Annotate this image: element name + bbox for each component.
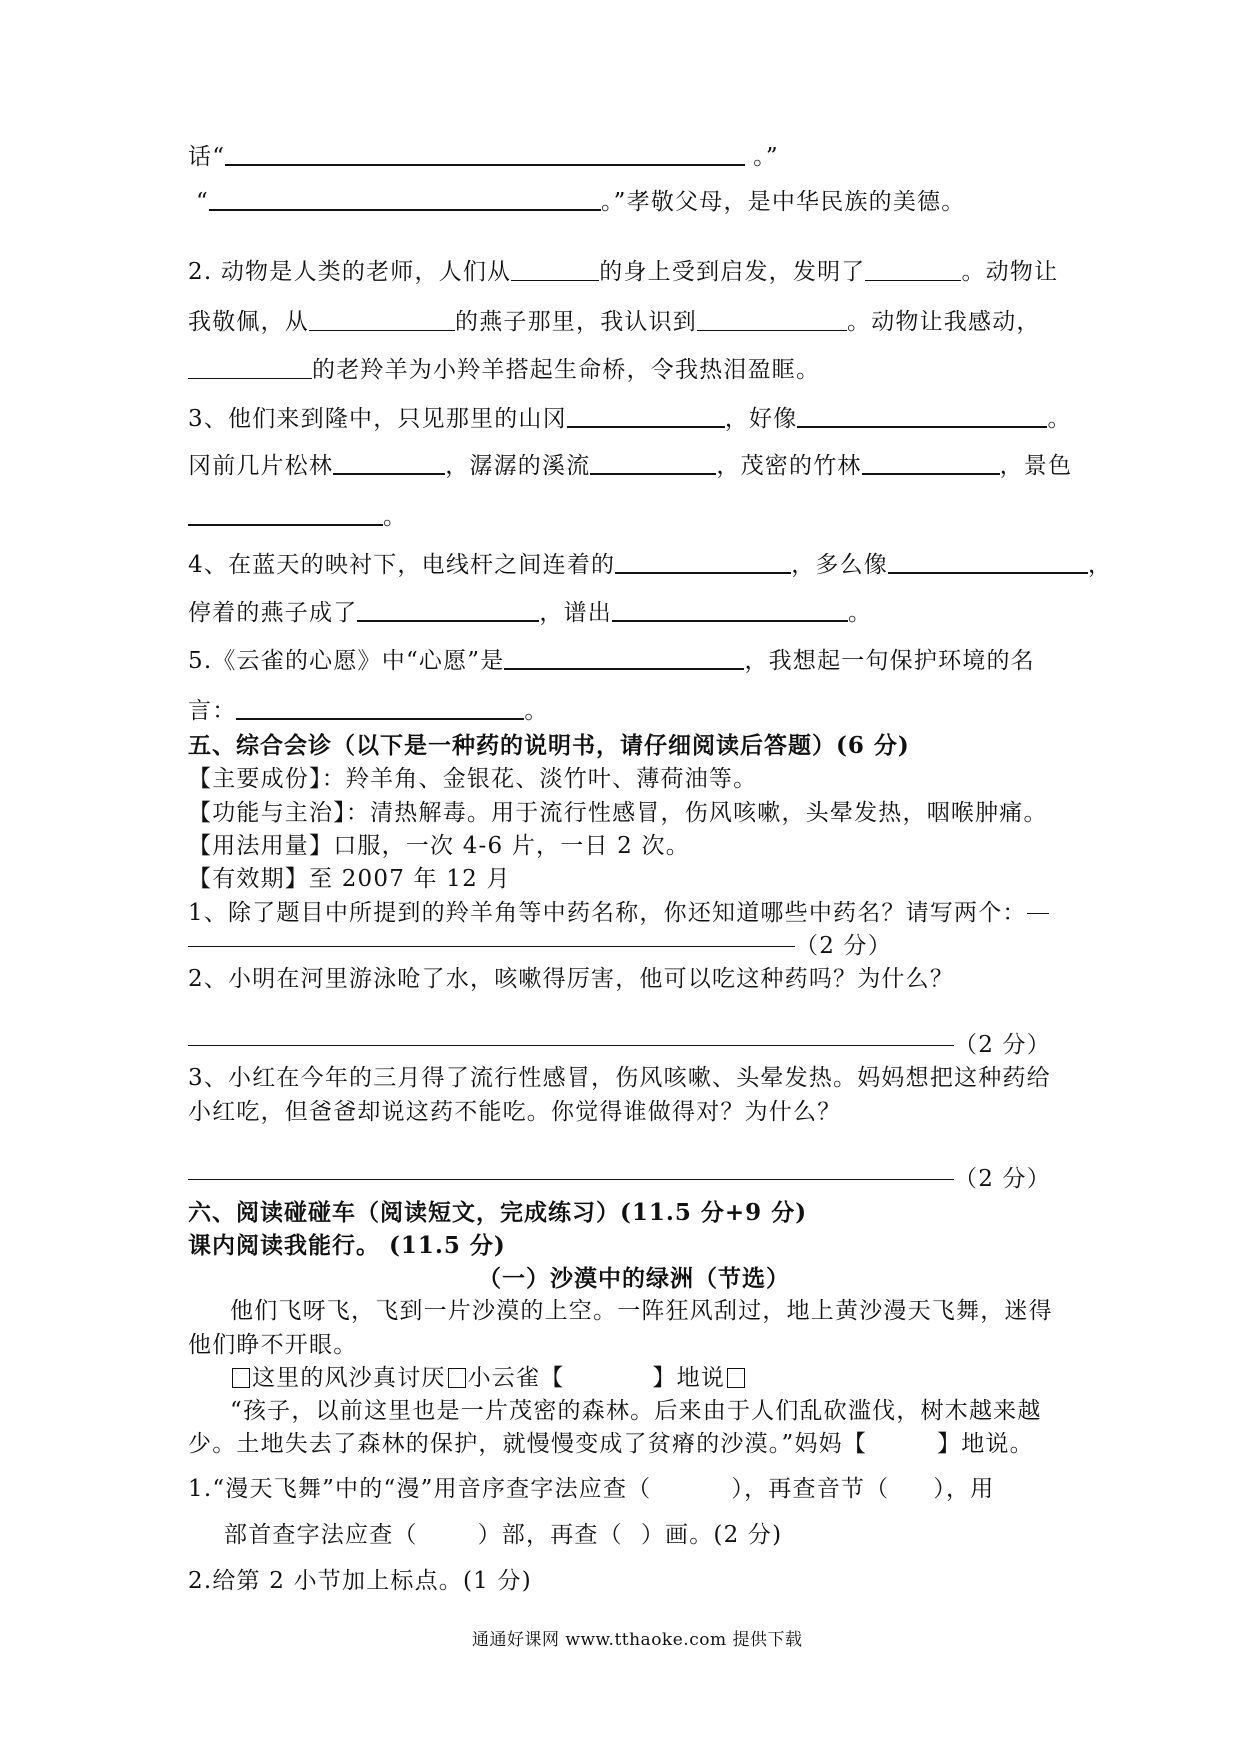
answer-blank[interactable] xyxy=(797,424,1047,428)
text: 部首查字法应查（ xyxy=(224,1522,418,1548)
answer-blank[interactable] xyxy=(188,522,383,526)
section-5-title: 五、综合会诊（以下是一种药的说明书，请仔细阅读后答题）(6 分) xyxy=(188,732,910,759)
q4-2-line-1 xyxy=(188,261,1058,284)
answer-blank[interactable] xyxy=(236,716,524,720)
text: 停着的燕子成了 xyxy=(188,600,358,626)
label-function: 【功能与主治】：清热解毒。用于流行性感冒，伤风咳嗽，头晕发热，咽喉肿痛。 xyxy=(188,800,1048,826)
passage-p1-line-1: 他们飞呀飞，飞到一片沙漠的上空。一阵狂风刮过，地上黄沙漫天飞舞，迷得 xyxy=(230,1298,1053,1324)
q4-5-line-2 xyxy=(188,700,549,723)
punctuation-box[interactable] xyxy=(448,1368,466,1388)
q4-line-2 xyxy=(196,191,965,214)
label-usage: 【用法用量】口服，一次 4-6 片，一日 2 次。 xyxy=(188,833,690,859)
text: 1、除了题目中所提到的羚羊角等中药名称，你还知道哪些中药名？请写两个： xyxy=(188,900,1027,926)
text: ，多么像 xyxy=(791,552,889,578)
q4-line-1 xyxy=(188,146,779,169)
answer-blank[interactable] xyxy=(188,376,312,379)
answer-blank[interactable] xyxy=(309,328,455,331)
passage-p3-line-1: “孩子，以前这里也是一片茂密的森林。后来由于人们乱砍滥伐，树木越来越 xyxy=(230,1398,1042,1424)
text: 5.《云雀的心愿》中“心愿”是 xyxy=(188,648,505,674)
text: 少。土地失去了森林的保护，就慢慢变成了贫瘠的沙漠。”妈妈【 xyxy=(188,1431,868,1457)
text: 。” xyxy=(753,144,779,170)
text: ，谱出 xyxy=(539,600,613,626)
text: 小云雀【 xyxy=(467,1365,565,1391)
q4-4-line-1 xyxy=(188,554,1112,577)
sec5-q2: 2、小明在河里游泳呛了水，咳嗽得厉害，他可以吃这种药吗？为什么？ xyxy=(188,966,955,992)
answer-blank[interactable] xyxy=(504,666,744,670)
text: ，潺潺的溪流 xyxy=(445,453,591,479)
answer-dash-line[interactable] xyxy=(188,1179,954,1180)
text: 。动物让 xyxy=(961,259,1059,285)
passage-p2 xyxy=(230,1367,747,1390)
section-6-subtitle: 课内阅读我能行。 (11.5 分) xyxy=(188,1232,506,1259)
text: 孝敬父母，是中华民族的美德。 xyxy=(626,189,966,215)
answer-blank[interactable] xyxy=(697,328,847,331)
answer-blank[interactable] xyxy=(615,570,791,574)
sec6-q1-line-1 xyxy=(188,1478,994,1501)
sec5-q2-answer xyxy=(188,1034,1051,1057)
text: 4、在蓝天的映衬下，电线杆之间连着的 xyxy=(188,552,616,578)
text: 话“ xyxy=(188,144,226,170)
answer-blank[interactable] xyxy=(225,162,745,166)
score: （2 分） xyxy=(954,1166,1051,1192)
text: 。动物让我感动， xyxy=(847,309,1041,335)
q4-5-line-1 xyxy=(188,650,1035,673)
label-expiry: 【有效期】至 2007 年 12 月 xyxy=(188,866,511,892)
page-footer: 通通好课网 www.tthaoke.com 提供下载 xyxy=(472,1630,803,1650)
answer-blank[interactable] xyxy=(511,278,599,281)
sec5-q1-line-2 xyxy=(188,935,892,958)
answer-blank[interactable] xyxy=(590,471,716,475)
answer-dash-line[interactable] xyxy=(1027,913,1049,914)
text: 的老羚羊为小羚羊搭起生命桥，令我热泪盈眶。 xyxy=(312,357,821,383)
answer-blank[interactable] xyxy=(567,424,725,428)
text: 的身上受到启发，发明了 xyxy=(599,259,866,285)
punctuation-box[interactable] xyxy=(727,1368,745,1388)
text: ，好像 xyxy=(724,406,798,432)
answer-blank[interactable] xyxy=(333,471,445,475)
passage-p1-line-2: 他们睁不开眼。 xyxy=(188,1332,358,1358)
q4-2-line-2 xyxy=(188,311,1041,334)
text: 。 xyxy=(1047,406,1072,432)
text: 】地说。 xyxy=(937,1431,1034,1457)
text: 3、他们来到隆中，只见那里的山冈 xyxy=(188,406,567,432)
text: 言： xyxy=(188,698,237,724)
text: “ xyxy=(196,189,209,215)
answer-blank[interactable] xyxy=(209,207,601,211)
text: ），用 xyxy=(933,1476,995,1502)
text: ）部，再查（ xyxy=(477,1522,623,1548)
text: 】地说 xyxy=(652,1365,726,1391)
sec5-q1-line-1 xyxy=(188,902,1049,925)
text: ，茂密的竹林 xyxy=(716,453,862,479)
sec5-q3-line-1: 3、小红在今年的三月得了流行性感冒，伤风咳嗽、头晕发热。妈妈想把这种药给 xyxy=(188,1065,1051,1091)
score: （2 分） xyxy=(954,1032,1051,1058)
sec5-q3-answer xyxy=(188,1168,1051,1191)
text: ，景色 xyxy=(999,453,1073,479)
text: ），再查音节（ xyxy=(731,1476,890,1502)
passage-title: （一）沙漠中的绿洲（节选） xyxy=(478,1265,790,1292)
answer-blank[interactable] xyxy=(865,278,961,281)
q4-3-line-2 xyxy=(188,455,1072,478)
text: 2. 动物是人类的老师，人们从 xyxy=(188,259,512,285)
text: 。 xyxy=(524,698,549,724)
answer-dash-line[interactable] xyxy=(188,1045,954,1046)
label-ingredients: 【主要成份】：羚羊角、金银花、淡竹叶、薄荷油等。 xyxy=(188,766,758,792)
sec6-q1-line-2 xyxy=(224,1524,782,1547)
section-6-title: 六、阅读碰碰车（阅读短文，完成练习）(11.5 分+9 分) xyxy=(188,1199,808,1226)
q4-3-line-3 xyxy=(188,506,407,529)
text: ）画。(2 分) xyxy=(640,1522,783,1548)
text: 1.“漫天飞舞”中的“漫”用音序查字法应查（ xyxy=(188,1476,652,1502)
punctuation-box[interactable] xyxy=(232,1368,250,1388)
answer-dash-line[interactable] xyxy=(188,946,795,947)
sec6-q2: 2.给第 2 小节加上标点。(1 分) xyxy=(188,1568,532,1594)
answer-blank[interactable] xyxy=(888,570,1088,574)
text: 冈前几片松林 xyxy=(188,453,334,479)
text: 我敬佩，从 xyxy=(188,309,309,335)
text: 。 xyxy=(848,600,873,626)
text: ，我想起一句保护环境的名 xyxy=(744,648,1035,674)
q4-2-line-3 xyxy=(188,359,820,382)
text: ， xyxy=(1088,552,1113,578)
text: 。 xyxy=(383,504,408,530)
text: 的燕子那里，我认识到 xyxy=(455,309,697,335)
text: 。” xyxy=(600,189,627,215)
text: 这里的风沙真讨厌 xyxy=(252,1365,446,1391)
passage-p3-line-2 xyxy=(188,1433,1034,1456)
answer-blank[interactable] xyxy=(357,618,539,622)
sec5-q3-line-2: 小红吃，但爸爸却说这药不能吃。你觉得谁做得对？为什么？ xyxy=(188,1099,842,1125)
score: （2 分） xyxy=(795,933,892,959)
answer-blank[interactable] xyxy=(612,618,848,622)
answer-blank[interactable] xyxy=(862,471,1000,475)
q4-4-line-2 xyxy=(188,602,872,625)
q4-3-line-1 xyxy=(188,408,1072,431)
